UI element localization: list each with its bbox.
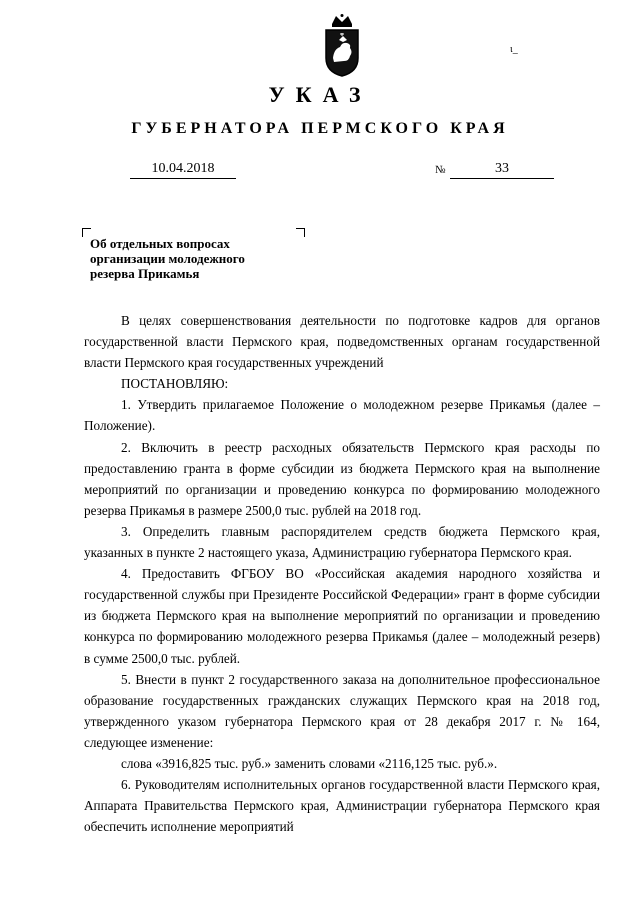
paragraph: ПОСТАНОВЛЯЮ:: [121, 376, 229, 392]
paragraph: 5. Внести в пункт 2 государственного заказа на дополнительное профессиональное образование государственных гражданских служащих Пермского края на 2018 год, утвержденного указом губернатора Пермского края от 28 декабря 2017 г. № 164, следующее изменение:: [84, 671, 600, 750]
coat-of-arms-icon: [322, 14, 362, 78]
corner-mark: ι_: [510, 44, 518, 55]
document-date: 10.04.2018: [130, 160, 236, 179]
document-subtitle: ГУБЕРНАТОРА ПЕРМСКОГО КРАЯ: [131, 120, 509, 137]
paragraph: слова «3916,825 тыс. руб.» заменить словами «2116,125 тыс. руб.».: [121, 755, 498, 771]
paragraph: 3. Определить главным распорядителем средств бюджета Пермского края, указанных в пункте 2 настоящего указа, Администрацию губернатора Пермского края.: [84, 523, 600, 561]
paragraph: 2. Включить в реестр расходных обязательств Пермского края расходы по предоставлению гранта в форме субсидии из бюджета Пермского края на выполнение мероприятий по организации и проведению конкурса по формированию молодежного резерва Прикамья в размере 2500,0 тыс. рублей на 2018 год.: [84, 439, 600, 518]
paragraph: В целях совершенствования деятельности по подготовке кадров для органов государственной власти Пермского края, подведомственных органам государственной власти Пермского края государственных учреждений: [84, 313, 600, 371]
paragraph: 4. Предоставить ФГБОУ ВО «Российская академия народного хозяйства и государственной службы при Президенте Российской Федерации» грант в форме субсидии из бюджета Пермского края на выполнение мероприятий по организации и проведению конкурса по формированию молодежного резерва Прикамья (далее – молодежный резерв) в сумме 2500,0 тыс. рублей.: [84, 566, 600, 666]
paragraph: 6. Руководителям исполнительных органов государственной власти Пермского края, Аппарата Правительства Пермского края, Администрации губернатора Пермского края обеспечить исполнение мероприятий: [84, 777, 600, 835]
number-label: №: [435, 164, 446, 176]
document-heading: Об отдельных вопросах организации молодежного резерва Прикамья: [90, 236, 245, 281]
document-title: УКАЗ: [268, 82, 372, 107]
heading-bracket-right: [296, 228, 305, 237]
document-body: [84, 310, 600, 837]
document-number: 33: [450, 160, 554, 179]
paragraph: 1. Утвердить прилагаемое Положение о молодежном резерве Прикамья (далее – Положение).: [84, 397, 600, 434]
